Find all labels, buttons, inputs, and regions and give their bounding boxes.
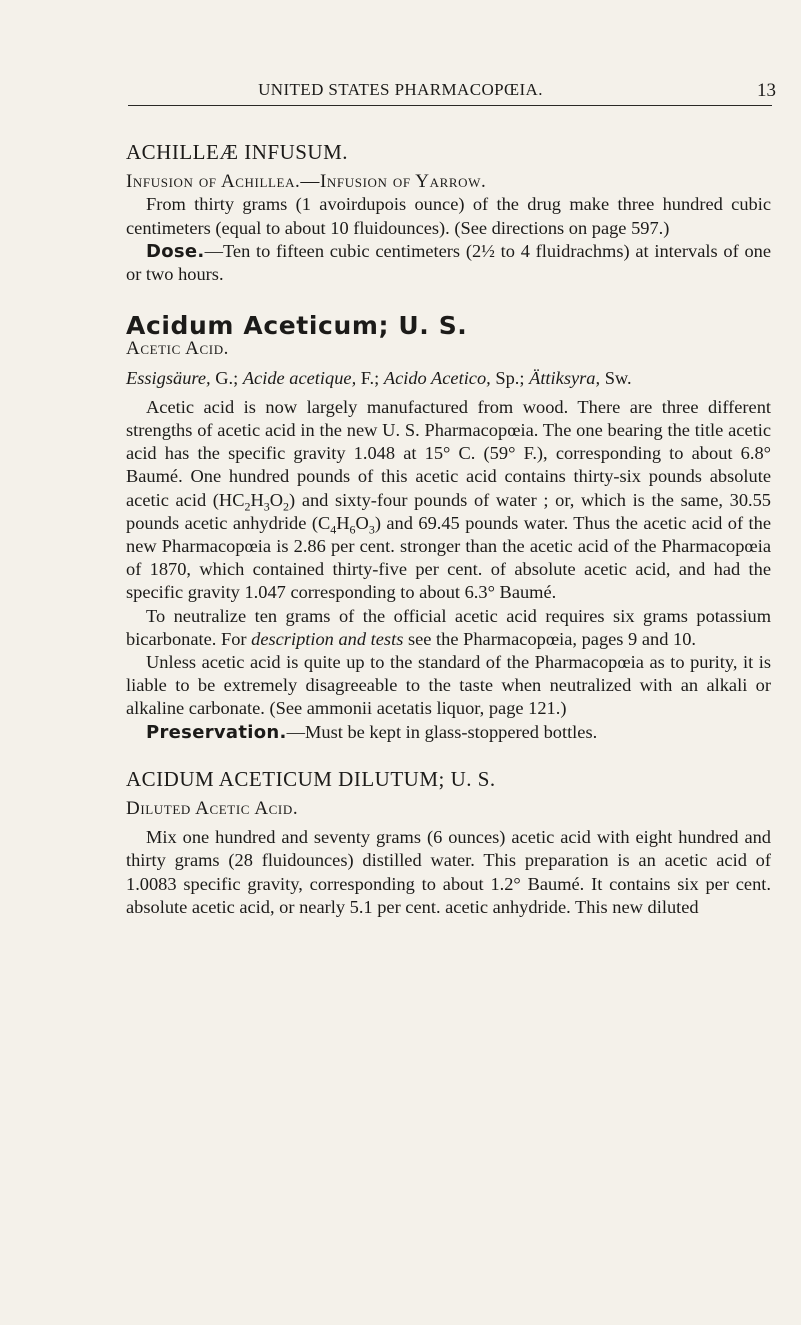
dilutum-paragraph: Mix one hundred and seventy grams (6 ounces) acetic acid with eight hundred and thirty grams (28 fluidounces) distilled water. This preparation is an acetic acid of 1.0083 specific gravity, corresponding to about 1.2° Baumé. It contains six per cent. absolute acetic acid, or nearly 5.1 per cent. acetic anhydride. This new diluted (126, 827, 771, 917)
achillea-subtitle: Infusion of Achillea.—Infusion of Yarrow. (126, 171, 487, 193)
synonym-lang: F.; (356, 367, 384, 388)
formula-acetic-acid: $HC_2H_3O_2$ (218, 489, 290, 514)
page-number: 13 (757, 80, 776, 101)
acidum-title: Acidum Aceticum; U. S. (126, 311, 468, 341)
text-run: Acetic acid is now largely manufactured from wood. There are three different strengths of acetic acid in the new U. S. Pharmacopœia. The one bearing the title acetic acid has the specific gravity 1.048 at 15° C. (59° F.), corresponding to about 6.8° Baumé. One hundred pounds of this acetic acid contains thirty-six pounds absolute acetic acid ( (126, 396, 771, 510)
achillea-paragraph: From thirty grams (1 avoirdupois ounce) of the drug make three hundred cubic centimeters (equal to about 10 fluidounces). (See directions on page 597.) (126, 194, 771, 238)
header-rule (128, 105, 772, 106)
emphasis: description and tests (251, 628, 404, 649)
synonym-lang: Sw. (600, 367, 632, 388)
formula-acetic-anhydride: $C_4H_6O_3$ (317, 512, 375, 537)
acidum-paragraph-1 (126, 396, 771, 605)
text-run: ) and 69.45 pounds water. Thus the acetic acid of the new Pharmacopœia is 2.86 per cent. stronger than the acetic acid of the Pharmacopœia of 1870, which contained thirty-five per cent. of absolute acetic acid, and had the specific gravity 1.047 corresponding to about 6.3° Baumé. (126, 512, 771, 603)
preservation-label: Preservation. (146, 721, 287, 743)
synonym-french: Acide acetique, (242, 367, 357, 388)
running-head: UNITED STATES PHARMACOPŒIA. (258, 80, 543, 99)
dilutum-title: ACIDUM ACETICUM DILUTUM; U. S. (126, 766, 496, 791)
acidum-paragraph-3: Unless acetic acid is quite up to the standard of the Pharmacopœia as to purity, it is liable to be extremely disagreeable to the taste when neutralized with an alkali or alkaline carbonate. (See ammonii acetatis liquor, page 121.) (126, 652, 771, 719)
text-run: ) and sixty-four pounds of water ; or, which is the same, 30.55 pounds acetic anhydride ( (126, 489, 771, 533)
achillea-title: ACHILLEÆ INFUSUM. (126, 140, 349, 164)
acidum-preservation (126, 721, 771, 744)
text-run: see the Pharmacopœia, pages 9 and 10. (403, 628, 696, 649)
synonym-swedish: Ättiksyra, (529, 367, 601, 388)
acidum-subtitle: Acetic Acid. (126, 338, 230, 360)
synonym-lang: G.; (210, 367, 243, 388)
text-run: To neutralize ten grams of the official acetic acid requires six grams potassium bicarbonate. For (126, 605, 771, 649)
page-body (126, 141, 771, 919)
dilutum-subtitle: Diluted Acetic Acid. (126, 798, 299, 820)
acidum-synonyms (126, 367, 771, 390)
preservation-text: —Must be kept in glass-stoppered bottles. (286, 721, 598, 742)
acidum-paragraph-2 (126, 605, 771, 651)
dose-text: —Ten to fifteen cubic centimeters (2½ to 4 fluidrachms) at intervals of one or two hours. (126, 240, 771, 285)
synonym-german: Essigsäure, (126, 367, 211, 388)
dose-label: Dose. (146, 240, 205, 262)
synonym-lang: Sp.; (490, 367, 530, 388)
achillea-dose (126, 240, 771, 286)
synonym-spanish: Acido Acetico, (383, 367, 491, 388)
